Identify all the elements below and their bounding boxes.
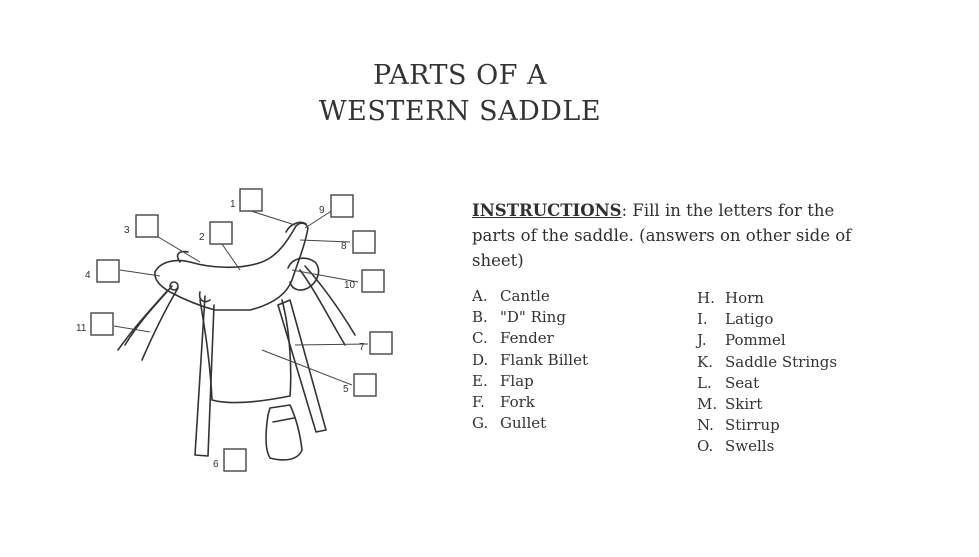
answer-box-9[interactable] (319, 195, 353, 217)
list-item: E. Flap (472, 371, 534, 390)
parts-list-right (697, 289, 837, 459)
answer-box-2[interactable] (199, 222, 232, 244)
parts-list-left (472, 287, 588, 435)
answer-box-7[interactable] (359, 332, 392, 354)
list-item: D. Flank Billet (472, 350, 588, 369)
answer-box-11[interactable] (76, 313, 113, 335)
list-item: H. Horn (697, 289, 764, 307)
title-line-2: WESTERN SADDLE (318, 96, 602, 127)
answer-box-10[interactable] (344, 270, 384, 292)
svg-text:4: 4 (85, 270, 91, 281)
answer-box-1[interactable] (230, 189, 262, 211)
list-item: G. Gullet (472, 414, 547, 433)
svg-text:2: 2 (199, 232, 205, 243)
svg-text:10: 10 (344, 280, 356, 291)
list-item: B. "D" Ring (472, 308, 566, 327)
svg-text:7: 7 (359, 342, 365, 353)
list-item: F. Fork (472, 392, 535, 411)
svg-text:9: 9 (319, 205, 325, 216)
list-item: N. Stirrup (697, 416, 780, 435)
svg-text:1: 1 (230, 199, 236, 210)
answer-box-5[interactable] (343, 374, 376, 396)
list-item: M. Skirt (697, 394, 763, 413)
svg-text:6: 6 (213, 459, 219, 470)
saddle-illustration (118, 222, 355, 460)
list-item: I. Latigo (697, 310, 774, 329)
answer-box-3[interactable] (124, 215, 158, 237)
list-item: K. Saddle Strings (697, 352, 838, 371)
list-item: L. Seat (697, 373, 760, 392)
answer-box-6[interactable] (213, 449, 246, 471)
instructions-text: : Fill in the letters for the parts of the saddle. (answers on other side of sheet) (472, 201, 852, 270)
svg-text:5: 5 (343, 384, 349, 395)
instructions-heading: INSTRUCTIONS (472, 201, 622, 220)
title-line-1: PARTS OF A (372, 60, 548, 91)
list-item: O. Swells (697, 437, 775, 456)
list-item: J. Pommel (697, 331, 786, 350)
svg-text:11: 11 (76, 323, 87, 334)
answer-box-4[interactable] (85, 260, 119, 282)
svg-text:8: 8 (341, 241, 347, 252)
answer-box-8[interactable] (341, 231, 375, 253)
list-item: C. Fender (472, 329, 554, 348)
svg-text:3: 3 (124, 225, 130, 236)
instructions (472, 198, 852, 273)
list-item: A. Cantle (472, 287, 550, 305)
